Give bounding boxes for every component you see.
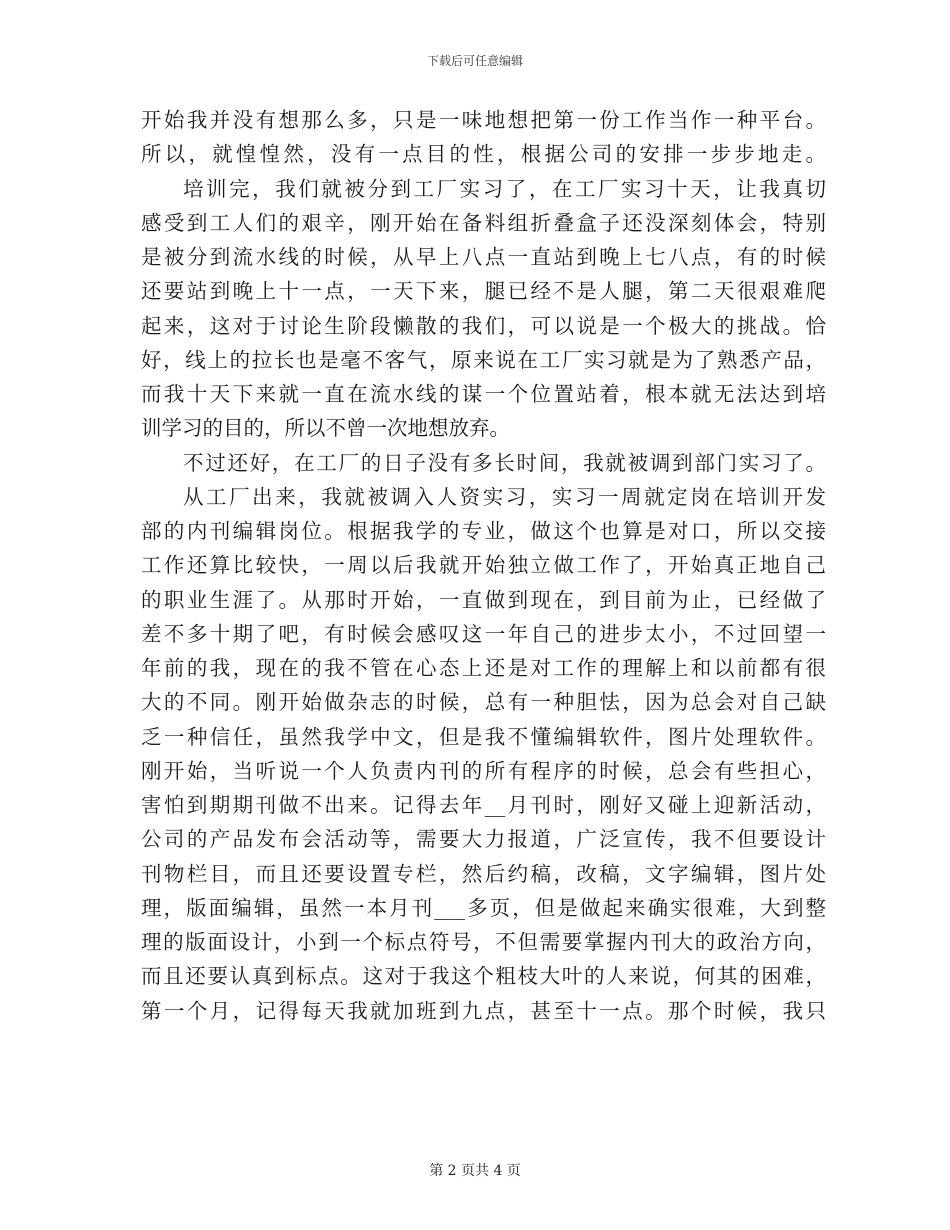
text-line: 是被分到流水线的时候，从早上八点一直站到晚上七八点，有的时候 — [141, 245, 826, 269]
page-footer: 第 2 页共 4 页 — [429, 1163, 521, 1179]
text-line: 而且还要认真到标点。这对于我这个粗枝大叶的人来说，何其的困难， — [141, 964, 826, 989]
text-line: 所以，就惶惶然，没有一点目的性，根据公司的安排一步步地走。 — [141, 142, 826, 167]
text-line: 好，线上的拉长也是毫不客气，原来说在工厂实习就是为了熟悉产品， — [141, 347, 826, 372]
text-line: 部的内刊编辑岗位。根据我学的专业，做这个也算是对口，所以交接 — [141, 519, 826, 543]
text-line: 不过还好，在工厂的日子没有多长时间，我就被调到部门实习了。 — [183, 450, 826, 475]
text-line: 而我十天下来就一直在流水线的谋一个位置站着，根本就无法达到培 — [141, 382, 826, 406]
text-line: 乏一种信任，虽然我学中文，但是我不懂编辑软件，图片处理软件。 — [141, 724, 826, 749]
text-line: 开始我并没有想那么多，只是一味地想把第一份工作当作一种平台。 — [141, 108, 826, 132]
text-line: 感受到工人们的艰辛，刚开始在备料组折叠盒子还没深刻体会，特别 — [141, 210, 826, 235]
text-line: 刚开始，当听说一个人负责内刊的所有程序的时候，总会有些担心， — [141, 758, 826, 783]
text-line: 从工厂出来，我就被调入人资实习，实习一周就定岗在培训开发 — [183, 484, 826, 509]
text-line: 理，版面编辑，虽然一本月刊___多页，但是做起来确实很难，大到整 — [141, 895, 826, 920]
body-text — [141, 103, 826, 1028]
text-line: 刊物栏目，而且还要设置专栏，然后约稿，改稿，文字编辑，图片处 — [141, 861, 826, 886]
text-line: 理的版面设计，小到一个标点符号，不但需要掌握内刊大的政治方向， — [141, 930, 826, 954]
text-line: 训学习的目的，所以不曾一次地想放弃。 — [141, 416, 510, 441]
text-line: 工作还算比较快，一周以后我就开始独立做工作了，开始真正地自己 — [141, 553, 826, 578]
text-line: 还要站到晚上十一点，一天下来，腿已经不是人腿，第二天很艰难爬 — [141, 279, 826, 304]
page-header: 下载后可任意编辑 — [426, 54, 523, 68]
text-line: 培训完，我们就被分到工厂实习了，在工厂实习十天，让我真切 — [183, 176, 826, 201]
text-line: 年前的我，现在的我不管在心态上还是对工作的理解上和以前都有很 — [141, 656, 826, 680]
text-line: 害怕到期期刊做不出来。记得去年__月刊时，刚好又碰上迎新活动， — [141, 793, 826, 817]
text-line: 第一个月，记得每天我就加班到九点，甚至十一点。那个时候，我只 — [141, 998, 826, 1023]
text-line: 公司的产品发布会活动等，需要大力报道，广泛宣传，我不但要设计 — [141, 827, 826, 852]
text-line: 大的不同。刚开始做杂志的时候，总有一种胆怯，因为总会对自己缺 — [141, 690, 826, 715]
text-line: 的职业生涯了。从那时开始，一直做到现在，到目前为止，已经做了 — [141, 587, 826, 612]
text-line: 差不多十期了吧，有时候会感叹这一年自己的进步太小，不过回望一 — [141, 621, 826, 646]
text-line: 起来，这对于讨论生阶段懒散的我们，可以说是一个极大的挑战。恰 — [141, 313, 826, 338]
